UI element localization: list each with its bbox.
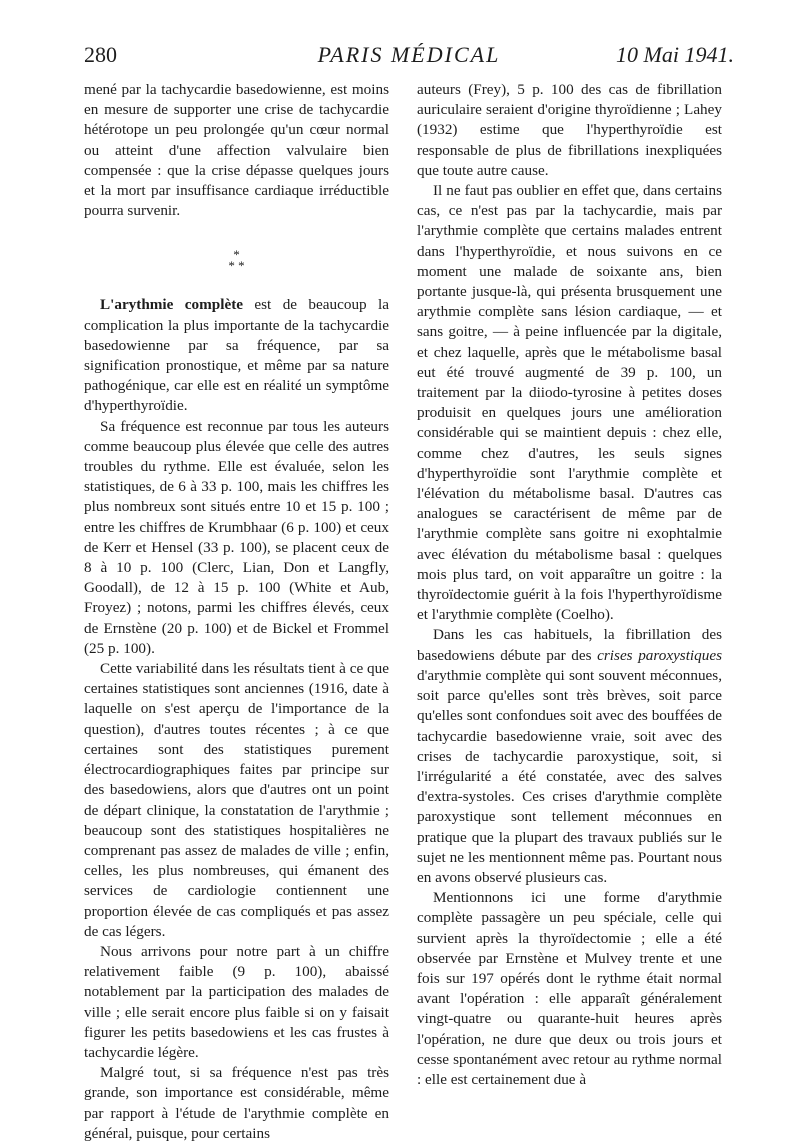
paragraph: Mentionnons ici une forme d'arythmie complète passagère un peu spéciale, celle qui survient après la thyroïdectomie ; elle a été observée par Ernstène et Mulvey trente et une fois sur 197 opérés dont le rythme était normal avant l'opération : elle apparaît généralement vingt-quatre ou quarante-huit heures après l'opération, ne dure que deux ou trois jours et cesse spontanément avec retour au rythme normal : elle est certainement due à <box>417 889 722 1088</box>
section-asterism <box>84 247 389 274</box>
paragraph: Malgré tout, si sa fréquence n'est pas très grande, son importance est considérable, même par rapport à l'étude de l'arythmie complète en général, puisque, pour certains <box>84 1064 389 1142</box>
italic-term: crises paroxystiques <box>597 646 722 664</box>
paragraph: Cette variabilité dans les résultats tient à ce que certaines statistiques sont anciennes (1916, date à laquelle on s'est aperçu de l'importance de la question), d'autres toutes récentes ; à ce que certaines sont des statistiques purement électrocardiographiques faites par principe sur des basedowiens, alors que d'autres ont un point de départ clinique, la constatation de l'arythmie ; beaucoup sont des statistiques hospitalières ne comprenant pas assez de malades de ville ; enfin, celles, les plus nombreuses, qui émanent des services de cardiologie contiennent une proportion élevée de cas compliqués et pas assez de cas légers. <box>84 660 389 940</box>
paragraph: Il ne faut pas oublier en effet que, dans certains cas, ce n'est pas par la tachycardie, mais par l'arythmie complète que certains malades entrent dans l'hyperthyroïdie, et nous suivons en ce moment une malade de soixante ans, bien portante jusque-là, qui présenta brusquement une arythmie complète sans lésion cardiaque, — et sans goitre, — à peine influencée par la digitale, et chez laquelle, après que le métabolisme basal eut été trouvé augmenté de 39 p. 100, un traitement par la diiodo-tyrosine à petites doses produisit en quelques jours une amélioration considérable qui se maintient depuis : chez elle, comme chez d'autres, les seuls signes d'hyperthyroïdie sont l'arythmie complète et l'élévation du métabolisme basal. D'autres cas analogues se caractérisent de même par de l'arythmie complète sans goitre ni exophtalmie avec élévation du métabolisme basal : quelques mois plus tard, on voit apparaître un goitre : la thyroïdectomie guérit à la fois l'hyperthyroïdisme et l'arythmie complète (Coelho). <box>417 182 722 624</box>
paragraph-text: est de beaucoup la complication la plus importante de la tachycardie basedowienne par sa fréquence, par sa signification pronostique, et même par sa nature pathogénique, car elle est en réalité un symptôme d'hyperthyroïdie. <box>84 296 389 415</box>
asterism-bottom: * * <box>228 258 245 274</box>
journal-title: PARIS MÉDICAL <box>317 42 501 67</box>
paragraph <box>417 625 722 888</box>
paragraph-text: Dans les cas habituels, la fibrillation des basedowiens débute par des <box>417 626 722 664</box>
paragraph: Nous arrivons pour notre part à un chiffre relativement faible (9 p. 100), abaissé notablement par la participation des malades de ville ; elle serait encore plus faible si on y faisait figurer les petits basedowiens et les cas frustes à tachycardie légère. <box>84 942 389 1061</box>
paragraph-text: d'arythmie complète qui sont souvent méconnues, soit parce qu'elles sont très brèves, soit parce qu'elles sont confondues soit avec des bouffées de tachycardie basedowienne vraie, soit avec des crises de tachycardie paroxystique, soit, si l'irrégularité a été constatée, avec des salves d'extra-systoles. Ces crises d'arythmie complète paroxystique sont tellement méconnues en pratique que la plupart des travaux publiés sur le sujet ne les mentionnent même pas. Pourtant nous en avons observé plusieurs cas. <box>417 666 722 886</box>
page-number: 280 <box>84 42 117 67</box>
paragraph: Sa fréquence est reconnue par tous les auteurs comme beaucoup plus élevée que celle des autres troubles du rythme. Elle est évaluée, selon les statistiques, de 6 à 33 p. 100, mais les chiffres les plus nombreux sont situés entre 10 et 15 p. 100 ; entre les chiffres de Krumbhaar (6 p. 100) et ceux de Kerr et Hensel (33 p. 100), se placent ceux de 8 à 10 p. 100 (Clerc, Lian, Don et Langfly, Goodall), de 12 à 15 p. 100 (White et Aub, Froyez) ; notons, parmi les chiffres élevés, ceux de Ernstène (20 p. 100) et de Bickel et Frommel (25 p. 100). <box>84 417 389 657</box>
issue-date: 10 Mai 1941. <box>616 42 734 67</box>
section-lead-term: L'arythmie complète <box>100 296 243 314</box>
right-column <box>417 80 722 1090</box>
paragraph: mené par la tachycardie basedowienne, est moins en mesure de supporter une crise de tachycardie hétérotope un peu prolongée qu'un cœur normal ou atteint d'une affection valvulaire bien compensée : que la crise dépasse quelques jours et la mort par insuffisance cardiaque irréductible pourra survenir. <box>84 81 389 220</box>
left-column <box>84 80 389 1144</box>
paragraph: auteurs (Frey), 5 p. 100 des cas de fibrillation auriculaire seraient d'origine thyroïdienne ; Lahey (1932) estime que l'hyperthyroïdie est responsable de plus de fibrillations inexpliquées que toute autre cause. <box>417 81 722 179</box>
paragraph <box>84 295 389 416</box>
page-header <box>84 42 734 70</box>
asterism-top: * <box>233 247 240 263</box>
